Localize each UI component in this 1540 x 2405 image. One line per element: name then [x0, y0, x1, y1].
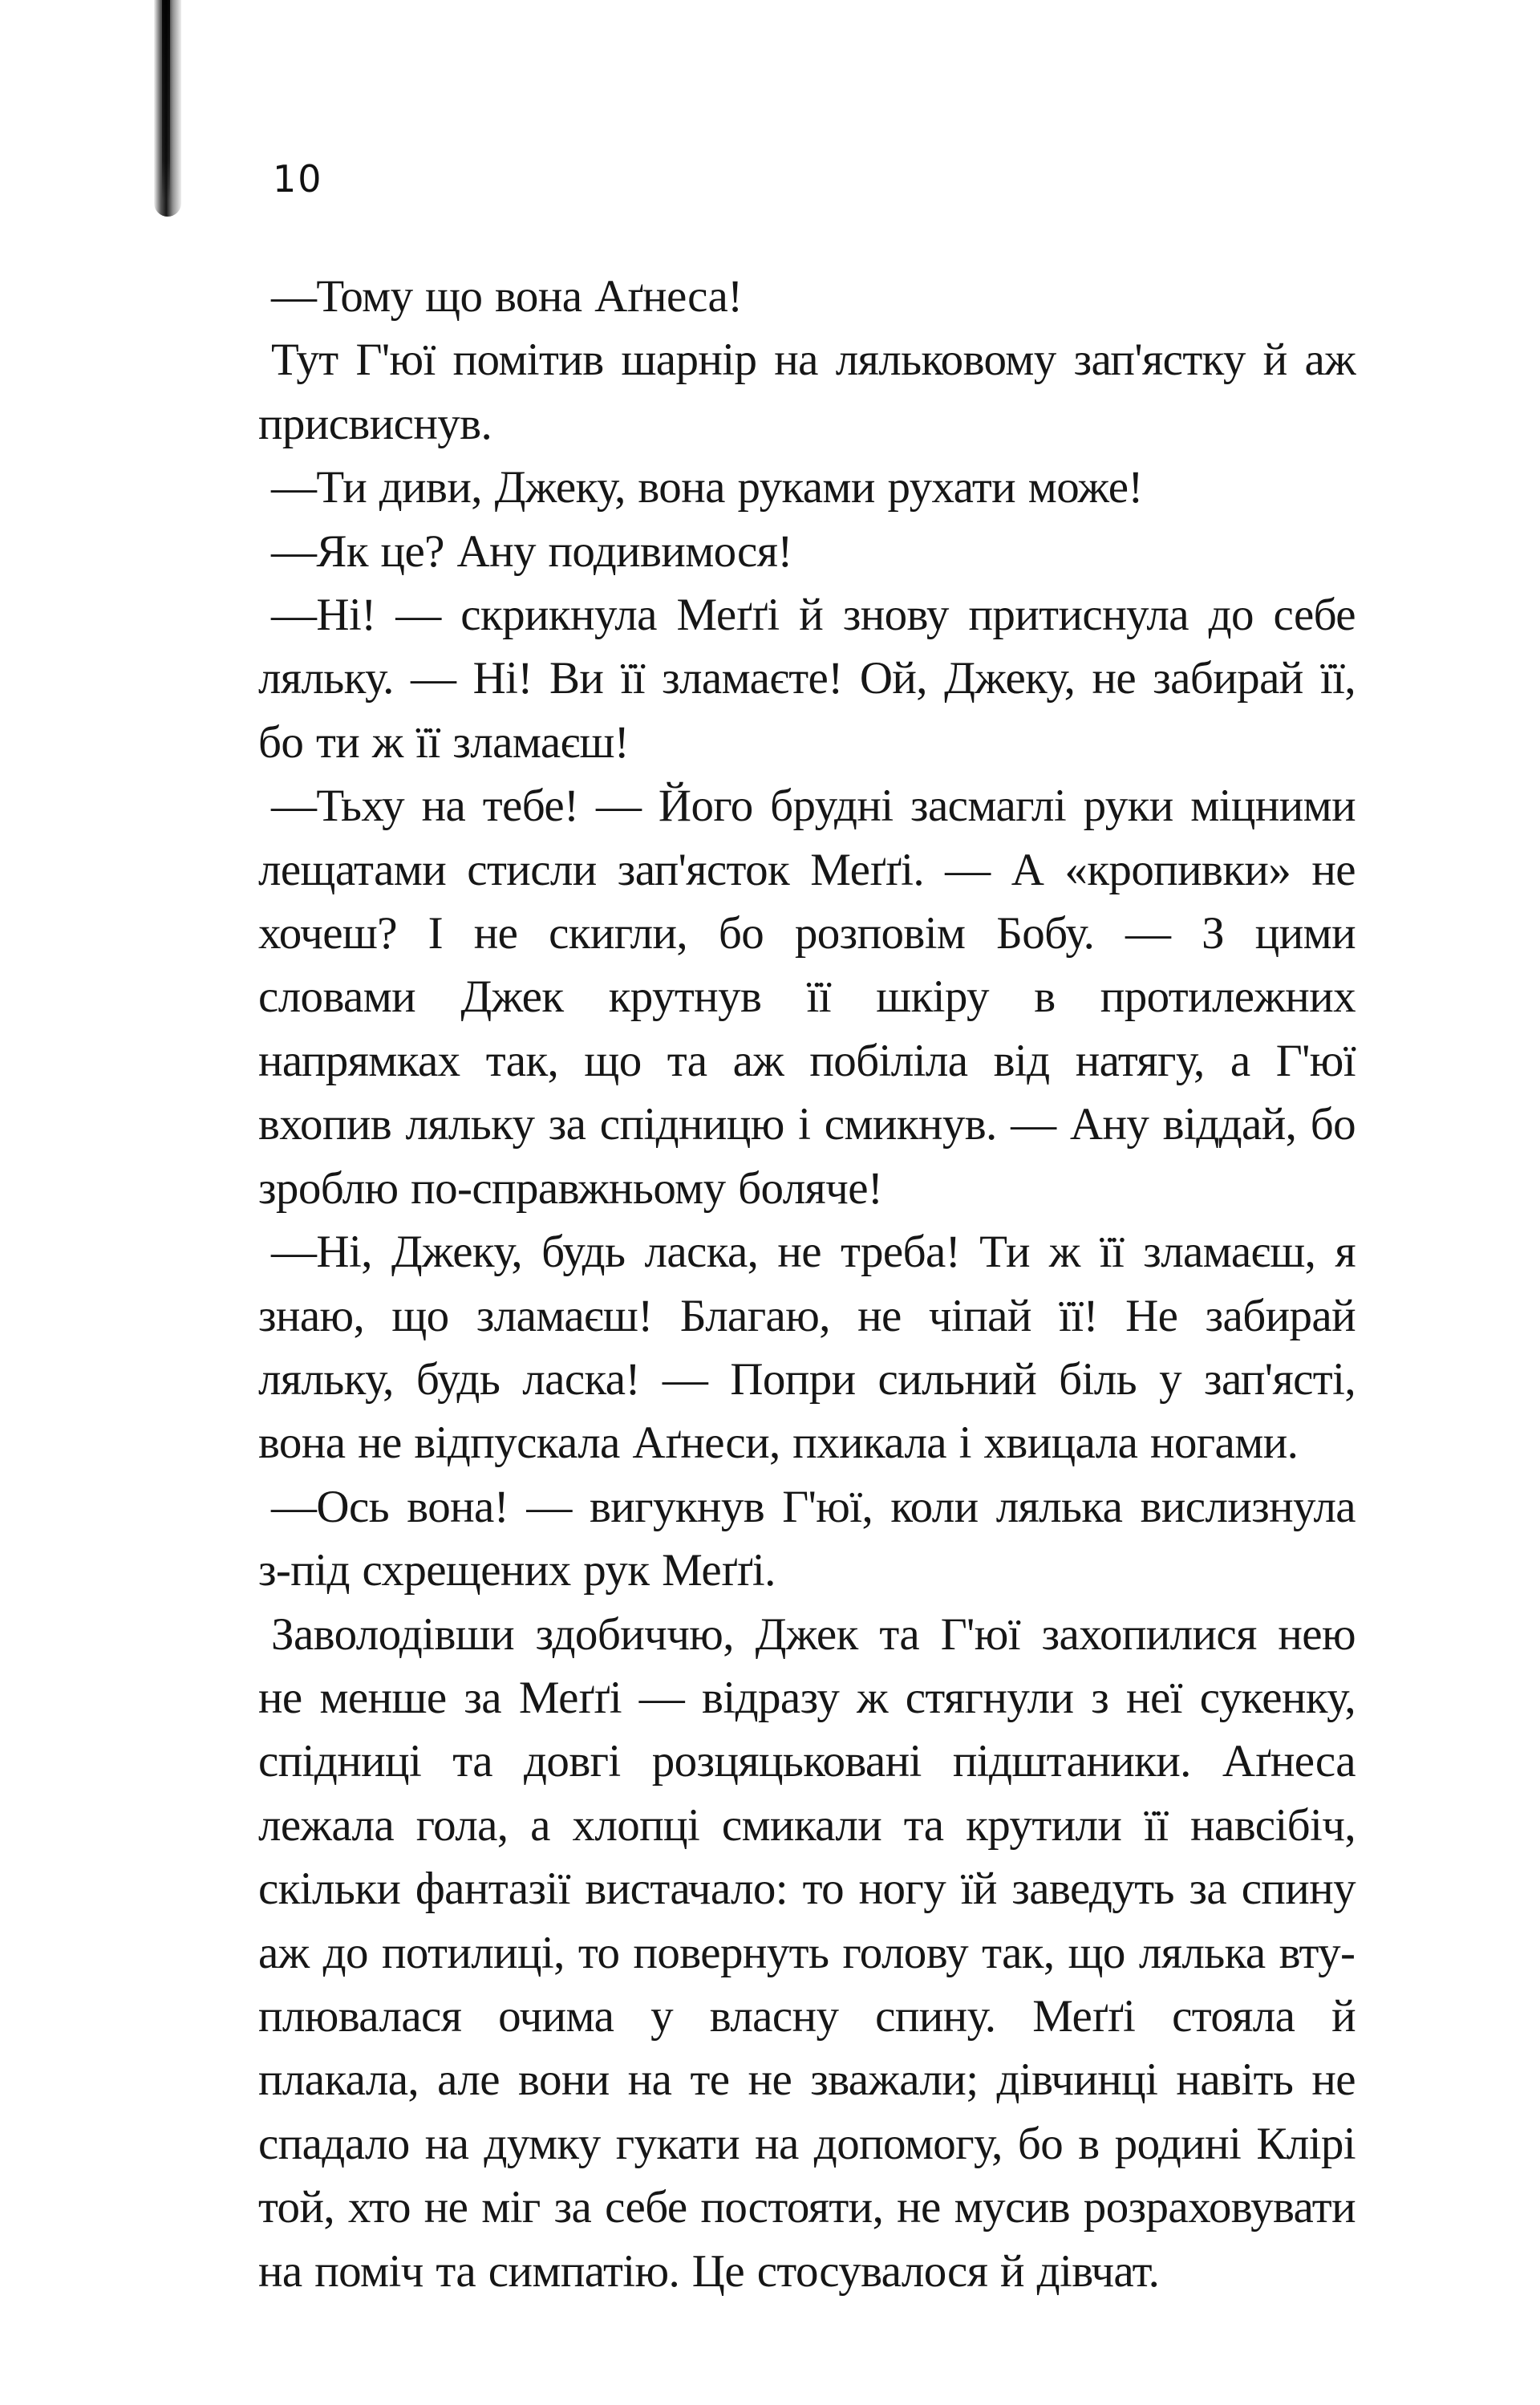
book-spine-shadow	[154, 0, 181, 217]
body-text	[258, 265, 1356, 2303]
paragraph-6: —Тьху на тебе! — Його брудні засмаглі руки міцними лещатами стисли зап'ясток Меґґі. — А «кропивки» не хочеш? І не скигли, бо розповім Бобу. — З цими словами Джек крутнув її шкіру в протилежних напрямках так, що та аж побіліла від натягу, а Г'юї вхопив ляльку за спідницю і смикнув. — Ану віддай, бо зроблю по-справжньому боляче!	[258, 781, 1356, 1214]
paragraph-8: —Ось вона! — вигукнув Г'юї, коли лялька вислизнула з-під схрещених рук Меґґі.	[258, 1481, 1356, 1596]
page-number: 10	[273, 157, 323, 201]
paragraph-1: —Тому що вона Аґнеса!	[271, 271, 743, 322]
paragraph-4: —Як це? Ану подивимося!	[271, 525, 792, 577]
paragraph-7: —Ні, Джеку, будь ласка, не треба! Ти ж її зламаєш, я знаю, що зламаєш! Благаю, не чіпай її! Не забирай ляльку, будь ласка! — Попри сильний біль у зап'ясті, вона не відпускала Аґнеси, пхикала і хвицала ногами.	[258, 1227, 1356, 1469]
paragraph-3: —Ти диви, Джеку, вона руками рухати може!	[271, 462, 1143, 513]
paragraph-5: —Ні! — скрикнула Меґґі й знову притиснула до себе ляльку. — Ні! Ви її зламаєте! Ой, Джеку, не забирай її, бо ти ж її зламаєш!	[258, 590, 1356, 768]
paragraph-2: Тут Г'юї помітив шарнір на ляльковому зап'ястку й аж присвиснув.	[258, 335, 1356, 449]
paragraph-9: Заволодівши здобиччю, Джек та Г'юї захопилися нею не менше за Меґґі — відразу ж стягнули з неї сукенку, спідниці та довгі розцяцьковані підштаники. Аґнеса лежала гола, а хлопці смикали та крутили її навсібіч, скільки фантазії вистачало: то ногу їй заведуть за спину аж до потилиці, то повернуть голову так, що лялька втуплювалася очима у власну спину. Меґґі стояла й плакала, але вони на те не зважали; дівчинці навіть не спадало на думку гукати на допомогу, бо в родині Клірі той, хто не міг за себе постояти, не мусив розраховувати на поміч та симпатію. Це стосувалося й дівчат.	[258, 1608, 1356, 2297]
